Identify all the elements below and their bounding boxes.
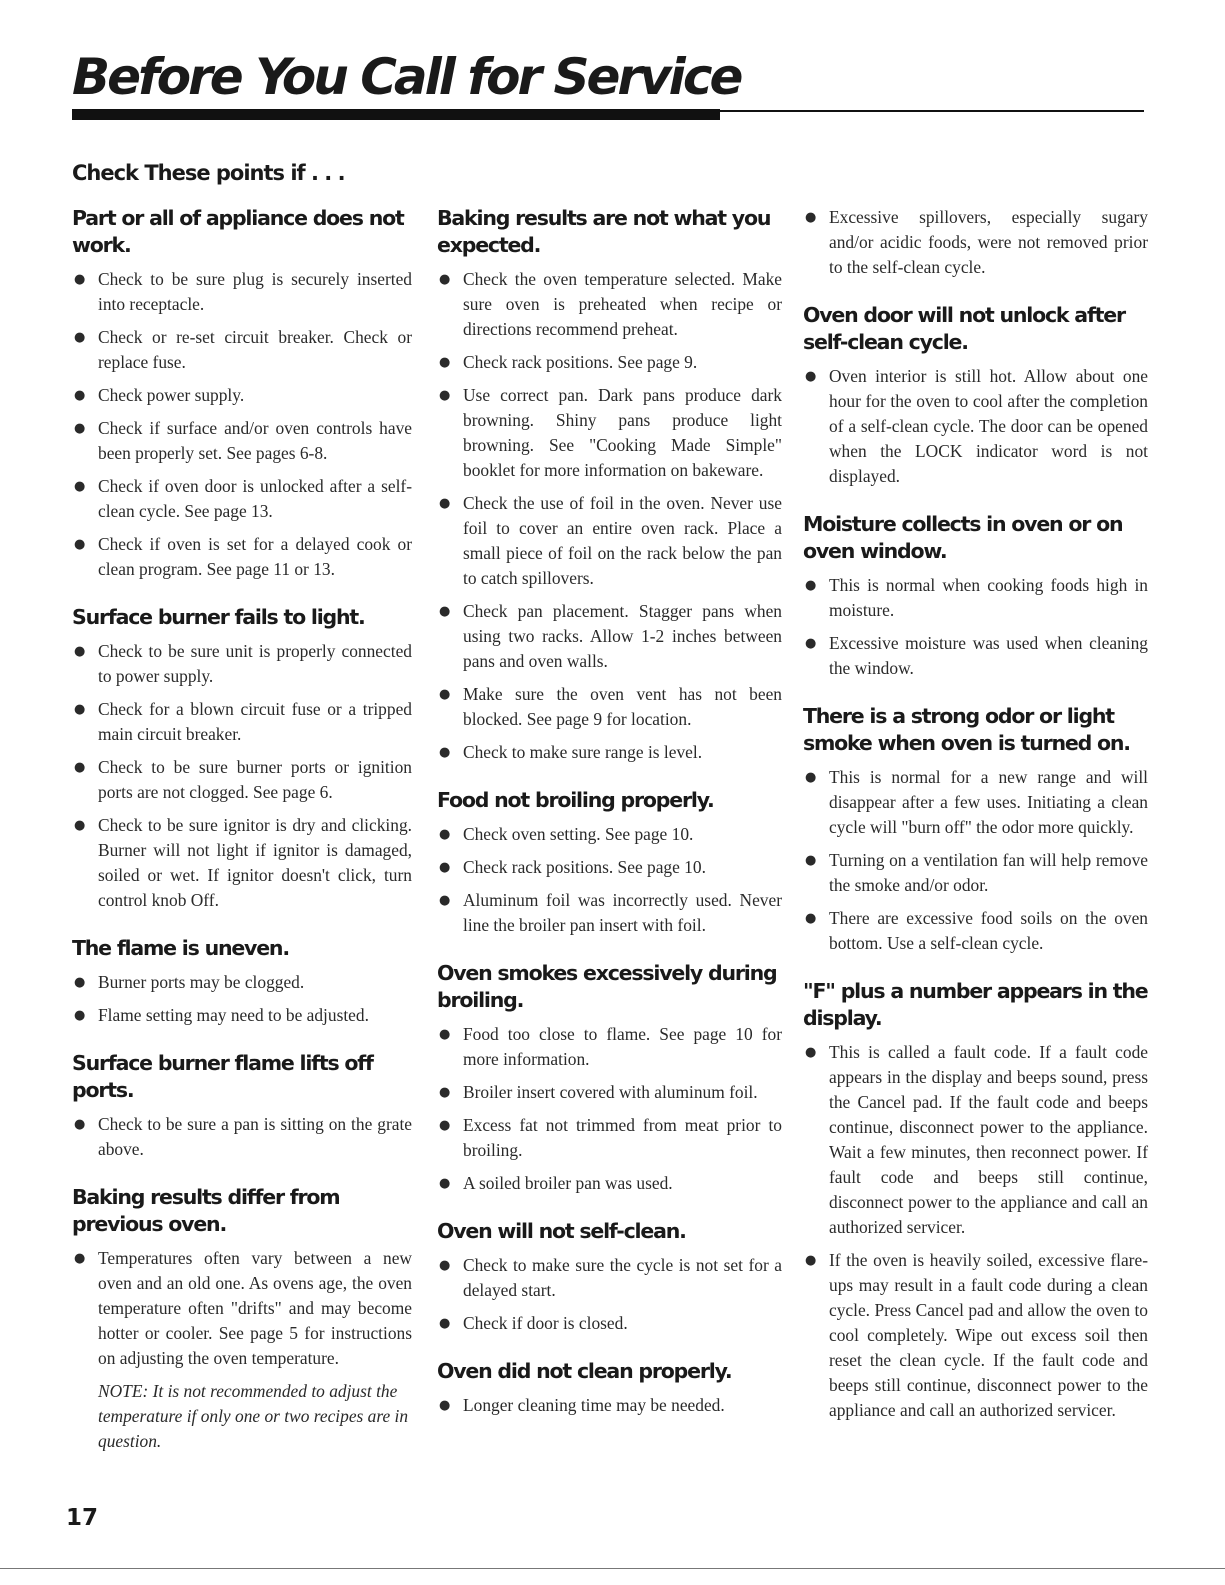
section-heading: Part or all of appliance does not work. bbox=[72, 206, 404, 257]
bullet-icon: ● bbox=[439, 827, 451, 842]
section-heading: Surface burner fails to light. bbox=[72, 605, 365, 629]
list-item bbox=[803, 205, 1148, 280]
bullet-icon: ● bbox=[439, 860, 451, 875]
bullet-list bbox=[437, 1253, 782, 1336]
list-item bbox=[72, 1246, 412, 1371]
page-bottom-edge bbox=[0, 1568, 1225, 1569]
list-item bbox=[437, 1311, 782, 1336]
trouble-section bbox=[437, 1358, 782, 1418]
list-item bbox=[437, 1393, 782, 1418]
bullet-icon: ● bbox=[74, 1251, 86, 1266]
list-item bbox=[72, 532, 412, 582]
list-item bbox=[72, 697, 412, 747]
list-item bbox=[803, 364, 1148, 489]
list-item-text: Longer cleaning time may be needed. bbox=[463, 1395, 725, 1415]
bullet-icon: ● bbox=[439, 687, 451, 702]
list-item-text: Excessive spillovers, especially sugary and/or acidic foods, were not removed prior to the self-clean cycle. bbox=[829, 207, 1148, 277]
trouble-section bbox=[803, 205, 1148, 280]
bullet-list bbox=[803, 573, 1148, 681]
list-item-text: Broiler insert covered with aluminum foil. bbox=[463, 1082, 758, 1102]
page-number: 17 bbox=[66, 1505, 99, 1531]
list-item-text: There are excessive food soils on the oven bottom. Use a self-clean cycle. bbox=[829, 908, 1148, 953]
bullet-list bbox=[803, 205, 1148, 280]
list-item bbox=[803, 1040, 1148, 1240]
list-item-text: Use correct pan. Dark pans produce dark browning. Shiny pans produce light browning. See "Cooking Made Simple" booklet for more information on bakeware. bbox=[463, 385, 782, 480]
bullet-icon: ● bbox=[439, 496, 451, 511]
bullet-icon: ● bbox=[805, 210, 817, 225]
list-item bbox=[437, 383, 782, 483]
list-item bbox=[72, 755, 412, 805]
bullet-icon: ● bbox=[439, 272, 451, 287]
bullet-icon: ● bbox=[439, 1027, 451, 1042]
list-item-text: Check to be sure plug is securely inserted into receptacle. bbox=[98, 269, 412, 314]
column-3 bbox=[803, 205, 1148, 1431]
list-item-text: Check pan placement. Stagger pans when using two racks. Allow 1-2 inches between pans and oven walls. bbox=[463, 601, 782, 671]
section-heading: Baking results differ from previous oven. bbox=[72, 1185, 340, 1236]
bullet-icon: ● bbox=[439, 745, 451, 760]
list-item-text: Check rack positions. See page 10. bbox=[463, 857, 706, 877]
list-item bbox=[803, 906, 1148, 956]
list-item-text: Check oven setting. See page 10. bbox=[463, 824, 694, 844]
list-item bbox=[72, 1003, 412, 1028]
trouble-section bbox=[72, 935, 412, 1028]
bullet-icon: ● bbox=[74, 1117, 86, 1132]
trouble-section bbox=[803, 302, 1148, 489]
bullet-icon: ● bbox=[74, 644, 86, 659]
bullet-list bbox=[72, 970, 412, 1028]
trouble-section bbox=[72, 1050, 412, 1162]
list-item-text: Check to be sure burner ports or ignition ports are not clogged. See page 6. bbox=[98, 757, 412, 802]
list-item-text: Flame setting may need to be adjusted. bbox=[98, 1005, 369, 1025]
list-item bbox=[437, 1022, 782, 1072]
section-heading: Oven will not self-clean. bbox=[437, 1219, 686, 1243]
bullet-icon: ● bbox=[439, 893, 451, 908]
bullet-icon: ● bbox=[74, 702, 86, 717]
list-item-text: Check to be sure ignitor is dry and clicking. Burner will not light if ignitor is damaged, soiled or wet. If ignitor doesn't click, turn control knob Off. bbox=[98, 815, 412, 910]
list-item-text: Turning on a ventilation fan will help remove the smoke and/or odor. bbox=[829, 850, 1148, 895]
trouble-section bbox=[437, 960, 782, 1196]
list-item bbox=[72, 416, 412, 466]
bullet-icon: ● bbox=[74, 760, 86, 775]
list-item bbox=[437, 350, 782, 375]
list-item-text: Check for a blown circuit fuse or a tripped main circuit breaker. bbox=[98, 699, 412, 744]
list-item-text: Excess fat not trimmed from meat prior to broiling. bbox=[463, 1115, 782, 1160]
section-heading: Surface burner flame lifts off ports. bbox=[72, 1051, 373, 1102]
list-item bbox=[72, 1112, 412, 1162]
list-item-text: Check if surface and/or oven controls have been properly set. See pages 6-8. bbox=[98, 418, 412, 463]
list-item-text: Food too close to flame. See page 10 for more information. bbox=[463, 1024, 782, 1069]
list-item-text: Check if oven is set for a delayed cook or clean program. See page 11 or 13. bbox=[98, 534, 412, 579]
list-item bbox=[437, 267, 782, 342]
bullet-icon: ● bbox=[74, 388, 86, 403]
section-heading: Food not broiling properly. bbox=[437, 788, 714, 812]
list-item bbox=[437, 740, 782, 765]
bullet-list bbox=[437, 267, 782, 765]
bullet-icon: ● bbox=[805, 770, 817, 785]
section-heading: The flame is uneven. bbox=[72, 936, 289, 960]
bullet-icon: ● bbox=[439, 1316, 451, 1331]
list-item-text: Check if door is closed. bbox=[463, 1313, 628, 1333]
list-item bbox=[437, 1113, 782, 1163]
list-item-text: Check or re-set circuit breaker. Check or replace fuse. bbox=[98, 327, 412, 372]
list-item-text: Make sure the oven vent has not been blocked. See page 9 for location. bbox=[463, 684, 782, 729]
bullet-list bbox=[72, 1112, 412, 1162]
list-item bbox=[72, 325, 412, 375]
trouble-section bbox=[437, 1218, 782, 1336]
column-2 bbox=[437, 205, 782, 1426]
list-item-text: A soiled broiler pan was used. bbox=[463, 1173, 673, 1193]
list-item-text: If the oven is heavily soiled, excessive flare-ups may result in a fault code during a clean cycle. Press Cancel pad and allow the oven to cool completely. Wipe out excess soil then reset the clean cycle. If the fault code and beeps still continue, disconnect power to the appliance and call an authorized servicer. bbox=[829, 1250, 1148, 1420]
trouble-section bbox=[803, 978, 1148, 1423]
list-item bbox=[437, 855, 782, 880]
column-1 bbox=[72, 205, 412, 1454]
list-item-text: This is called a fault code. If a fault code appears in the display and beeps sound, press the Cancel pad. If the fault code and beeps continue, disconnect power to the appliance. Wait a few minutes, then reconnect power. If fault code and beeps still continue, disconnect power to the appliance and call an authorized servicer. bbox=[829, 1042, 1148, 1237]
bullet-icon: ● bbox=[439, 1085, 451, 1100]
bullet-icon: ● bbox=[74, 479, 86, 494]
section-heading: Moisture collects in oven or on oven window. bbox=[803, 512, 1123, 563]
list-item-text: Check to make sure the cycle is not set for a delayed start. bbox=[463, 1255, 782, 1300]
trouble-section bbox=[72, 1184, 412, 1454]
section-heading: There is a strong odor or light smoke when oven is turned on. bbox=[803, 704, 1130, 755]
list-item-text: Check rack positions. See page 9. bbox=[463, 352, 698, 372]
trouble-section bbox=[437, 787, 782, 938]
bullet-icon: ● bbox=[805, 369, 817, 384]
list-item bbox=[803, 848, 1148, 898]
section-note: NOTE: It is not recommended to adjust the temperature if only one or two recipes are in question. bbox=[98, 1381, 409, 1451]
list-item bbox=[437, 1080, 782, 1105]
bullet-icon: ● bbox=[805, 1045, 817, 1060]
trouble-section bbox=[72, 205, 412, 582]
page-title: Before You Call for Service bbox=[72, 48, 741, 106]
bullet-icon: ● bbox=[439, 355, 451, 370]
list-item-text: Burner ports may be clogged. bbox=[98, 972, 305, 992]
bullet-icon: ● bbox=[439, 1118, 451, 1133]
section-heading: Oven smokes excessively during broiling. bbox=[437, 961, 777, 1012]
list-item bbox=[72, 639, 412, 689]
trouble-section bbox=[803, 703, 1148, 956]
bullet-icon: ● bbox=[439, 1398, 451, 1413]
list-item-text: Check the oven temperature selected. Make sure oven is preheated when recipe or directions recommend preheat. bbox=[463, 269, 782, 339]
list-item bbox=[803, 1248, 1148, 1423]
list-item bbox=[803, 765, 1148, 840]
list-item-text: Excessive moisture was used when cleaning the window. bbox=[829, 633, 1148, 678]
bullet-list bbox=[437, 822, 782, 938]
trouble-section bbox=[803, 511, 1148, 681]
bullet-list bbox=[72, 639, 412, 913]
list-item-text: Oven interior is still hot. Allow about one hour for the oven to cool after the completion of a self-clean cycle. The door can be opened when the LOCK indicator word is not displayed. bbox=[829, 366, 1148, 486]
bullet-icon: ● bbox=[805, 911, 817, 926]
bullet-list bbox=[72, 267, 412, 582]
list-item bbox=[437, 1171, 782, 1196]
bullet-list bbox=[803, 765, 1148, 956]
list-item-text: Check if oven door is unlocked after a self-clean cycle. See page 13. bbox=[98, 476, 412, 521]
bullet-icon: ● bbox=[439, 388, 451, 403]
list-item bbox=[437, 682, 782, 732]
bullet-icon: ● bbox=[74, 1008, 86, 1023]
intro-heading: Check These points if . . . bbox=[72, 161, 345, 185]
list-item bbox=[803, 631, 1148, 681]
bullet-list bbox=[803, 364, 1148, 489]
section-heading: Oven door will not unlock after self-clean cycle. bbox=[803, 303, 1125, 354]
list-item bbox=[437, 1253, 782, 1303]
list-item bbox=[72, 813, 412, 913]
bullet-icon: ● bbox=[74, 975, 86, 990]
list-item bbox=[72, 383, 412, 408]
section-heading: Baking results are not what you expected. bbox=[437, 206, 771, 257]
trouble-section bbox=[437, 205, 782, 765]
list-item bbox=[72, 267, 412, 317]
bullet-icon: ● bbox=[439, 1258, 451, 1273]
bullet-icon: ● bbox=[805, 853, 817, 868]
bullet-icon: ● bbox=[805, 1253, 817, 1268]
bullet-list bbox=[437, 1393, 782, 1418]
bullet-icon: ● bbox=[439, 604, 451, 619]
bullet-list bbox=[72, 1246, 412, 1371]
bullet-icon: ● bbox=[74, 330, 86, 345]
list-item-text: Aluminum foil was incorrectly used. Never line the broiler pan insert with foil. bbox=[463, 890, 782, 935]
bullet-list bbox=[437, 1022, 782, 1196]
list-item bbox=[803, 573, 1148, 623]
list-item-text: Check the use of foil in the oven. Never use foil to cover an entire oven rack. Place a small piece of foil on the rack below the pan to catch spillovers. bbox=[463, 493, 782, 588]
list-item-text: Temperatures often vary between a new oven and an old one. As ovens age, the oven temperature often "drifts" and may become hotter or cooler. See page 5 for instructions on adjusting the oven temperature. bbox=[98, 1248, 412, 1368]
list-item bbox=[437, 599, 782, 674]
bullet-icon: ● bbox=[439, 1176, 451, 1191]
list-item bbox=[72, 474, 412, 524]
title-rule-thick bbox=[72, 109, 720, 120]
bullet-icon: ● bbox=[74, 818, 86, 833]
list-item-text: Check to be sure a pan is sitting on the grate above. bbox=[98, 1114, 412, 1159]
trouble-section bbox=[72, 604, 412, 913]
bullet-list bbox=[803, 1040, 1148, 1423]
list-item bbox=[437, 822, 782, 847]
list-item bbox=[437, 491, 782, 591]
list-item-text: Check to make sure range is level. bbox=[463, 742, 703, 762]
list-item-text: Check power supply. bbox=[98, 385, 245, 405]
list-item bbox=[437, 888, 782, 938]
section-heading: Oven did not clean properly. bbox=[437, 1359, 732, 1383]
bullet-icon: ● bbox=[74, 537, 86, 552]
bullet-icon: ● bbox=[74, 421, 86, 436]
bullet-icon: ● bbox=[74, 272, 86, 287]
bullet-icon: ● bbox=[805, 578, 817, 593]
list-item bbox=[72, 970, 412, 995]
list-item-text: This is normal when cooking foods high in moisture. bbox=[829, 575, 1148, 620]
bullet-icon: ● bbox=[805, 636, 817, 651]
list-item-text: This is normal for a new range and will disappear after a few uses. Initiating a clean cycle will "burn off" the odor more quickly. bbox=[829, 767, 1148, 837]
list-item-text: Check to be sure unit is properly connected to power supply. bbox=[98, 641, 412, 686]
section-heading: "F" plus a number appears in the display. bbox=[803, 979, 1148, 1030]
